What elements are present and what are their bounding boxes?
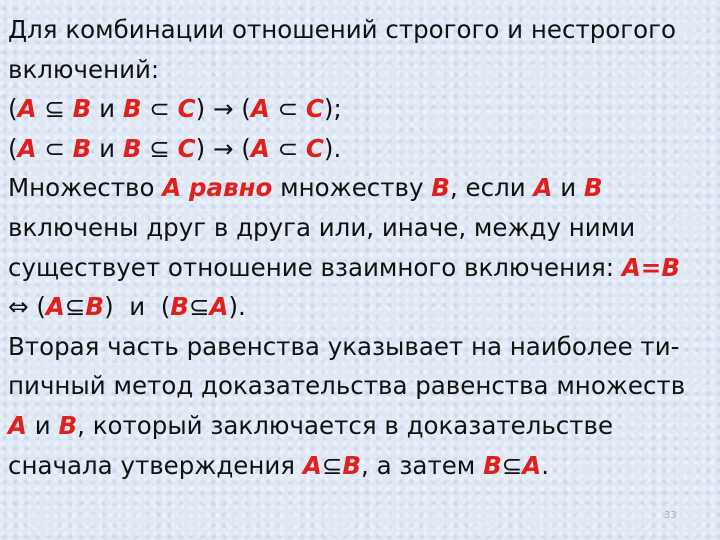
set-a: A (250, 94, 270, 124)
subset-symbol: ⊂ (36, 133, 73, 163)
set-b: B (122, 133, 142, 163)
subseteq-symbol: ⊆ (64, 292, 86, 322)
set-b: B (342, 450, 362, 480)
set-a: A (45, 292, 65, 322)
subseteq-symbol: ⊆ (141, 133, 178, 163)
equal-term: равно (189, 173, 273, 203)
text-segment: , а затем (361, 450, 484, 480)
and-word: и (26, 410, 59, 440)
set-c: C (305, 94, 324, 124)
paren: ( (241, 94, 251, 124)
and-word: и (91, 133, 123, 163)
punctuation: ); (323, 94, 342, 124)
set-a: A (302, 450, 322, 480)
punctuation: ). (323, 133, 342, 163)
and-word: и (113, 292, 161, 322)
set-b: B (431, 173, 450, 203)
paren: ( (241, 133, 251, 163)
subset-symbol: ⊂ (269, 94, 306, 124)
subset-symbol: ⊂ (269, 133, 306, 163)
set-b: B (72, 94, 92, 124)
subseteq-symbol: ⊆ (501, 450, 523, 480)
page-number: 33 (664, 510, 677, 521)
equality-formula: A=B (621, 252, 680, 282)
paren: ( (8, 94, 18, 124)
paren: ( (28, 292, 46, 322)
set-b: B (483, 450, 502, 480)
text-line-10: пичный метод доказательства равенства множеств (8, 371, 686, 401)
text-segment: , если (449, 173, 534, 203)
punctuation: . (541, 450, 550, 480)
formula-line-3 (8, 287, 714, 327)
formula-line-1 (8, 89, 714, 129)
set-b: B (58, 410, 78, 440)
text-line-5 (8, 168, 714, 208)
paren: ( (160, 292, 171, 322)
set-b: B (170, 292, 189, 322)
set-a: A (533, 173, 553, 203)
set-b: B (583, 173, 603, 203)
text-segment: сначала утверждения (8, 450, 303, 480)
iff-arrow-icon: ⇔ (8, 292, 29, 322)
text-line-1: Для комбинации отношений строгого и нестрогого (8, 15, 676, 44)
set-a: A (250, 133, 270, 163)
subseteq-symbol: ⊆ (321, 450, 343, 480)
set-a: A (522, 450, 542, 480)
text-segment: , который заключается в доказательстве (77, 410, 614, 440)
subseteq-symbol: ⊆ (36, 94, 73, 124)
formula-line-2 (8, 129, 714, 169)
slide-body (8, 10, 714, 485)
arrow-icon: → (205, 133, 242, 163)
and-word: и (91, 94, 123, 124)
text-line-12 (8, 446, 714, 486)
text-segment: существует отношение взаимного включения: (8, 252, 622, 282)
set-a: A (17, 133, 37, 163)
text-line-7 (8, 248, 714, 288)
set-c: C (177, 133, 196, 163)
text-line-11 (8, 406, 714, 446)
set-a: A (8, 410, 27, 440)
set-b: B (122, 94, 142, 124)
paren: ). (228, 292, 246, 322)
subset-symbol: ⊂ (141, 94, 178, 124)
text-segment: Множество (8, 173, 163, 203)
space (181, 173, 189, 202)
set-a: A (162, 173, 182, 203)
set-b: B (72, 133, 92, 163)
and-word: и (552, 173, 584, 203)
text-line-6: включены друг в друга или, иначе, между ними (8, 212, 636, 242)
paren: ) (195, 94, 206, 124)
paren: ) (104, 292, 114, 322)
paren: ( (8, 133, 18, 163)
set-a: A (17, 94, 37, 124)
set-c: C (305, 133, 324, 163)
text-line-2: включений: (8, 54, 160, 84)
set-b: B (85, 292, 105, 322)
set-a: A (209, 292, 229, 322)
paren: ) (195, 133, 206, 163)
subseteq-symbol: ⊆ (188, 292, 210, 322)
text-line-9: Вторая часть равенства указывает на наиболее ти- (8, 331, 680, 361)
arrow-icon: → (205, 94, 242, 124)
set-c: C (177, 94, 196, 124)
text-segment: множеству (272, 173, 432, 203)
